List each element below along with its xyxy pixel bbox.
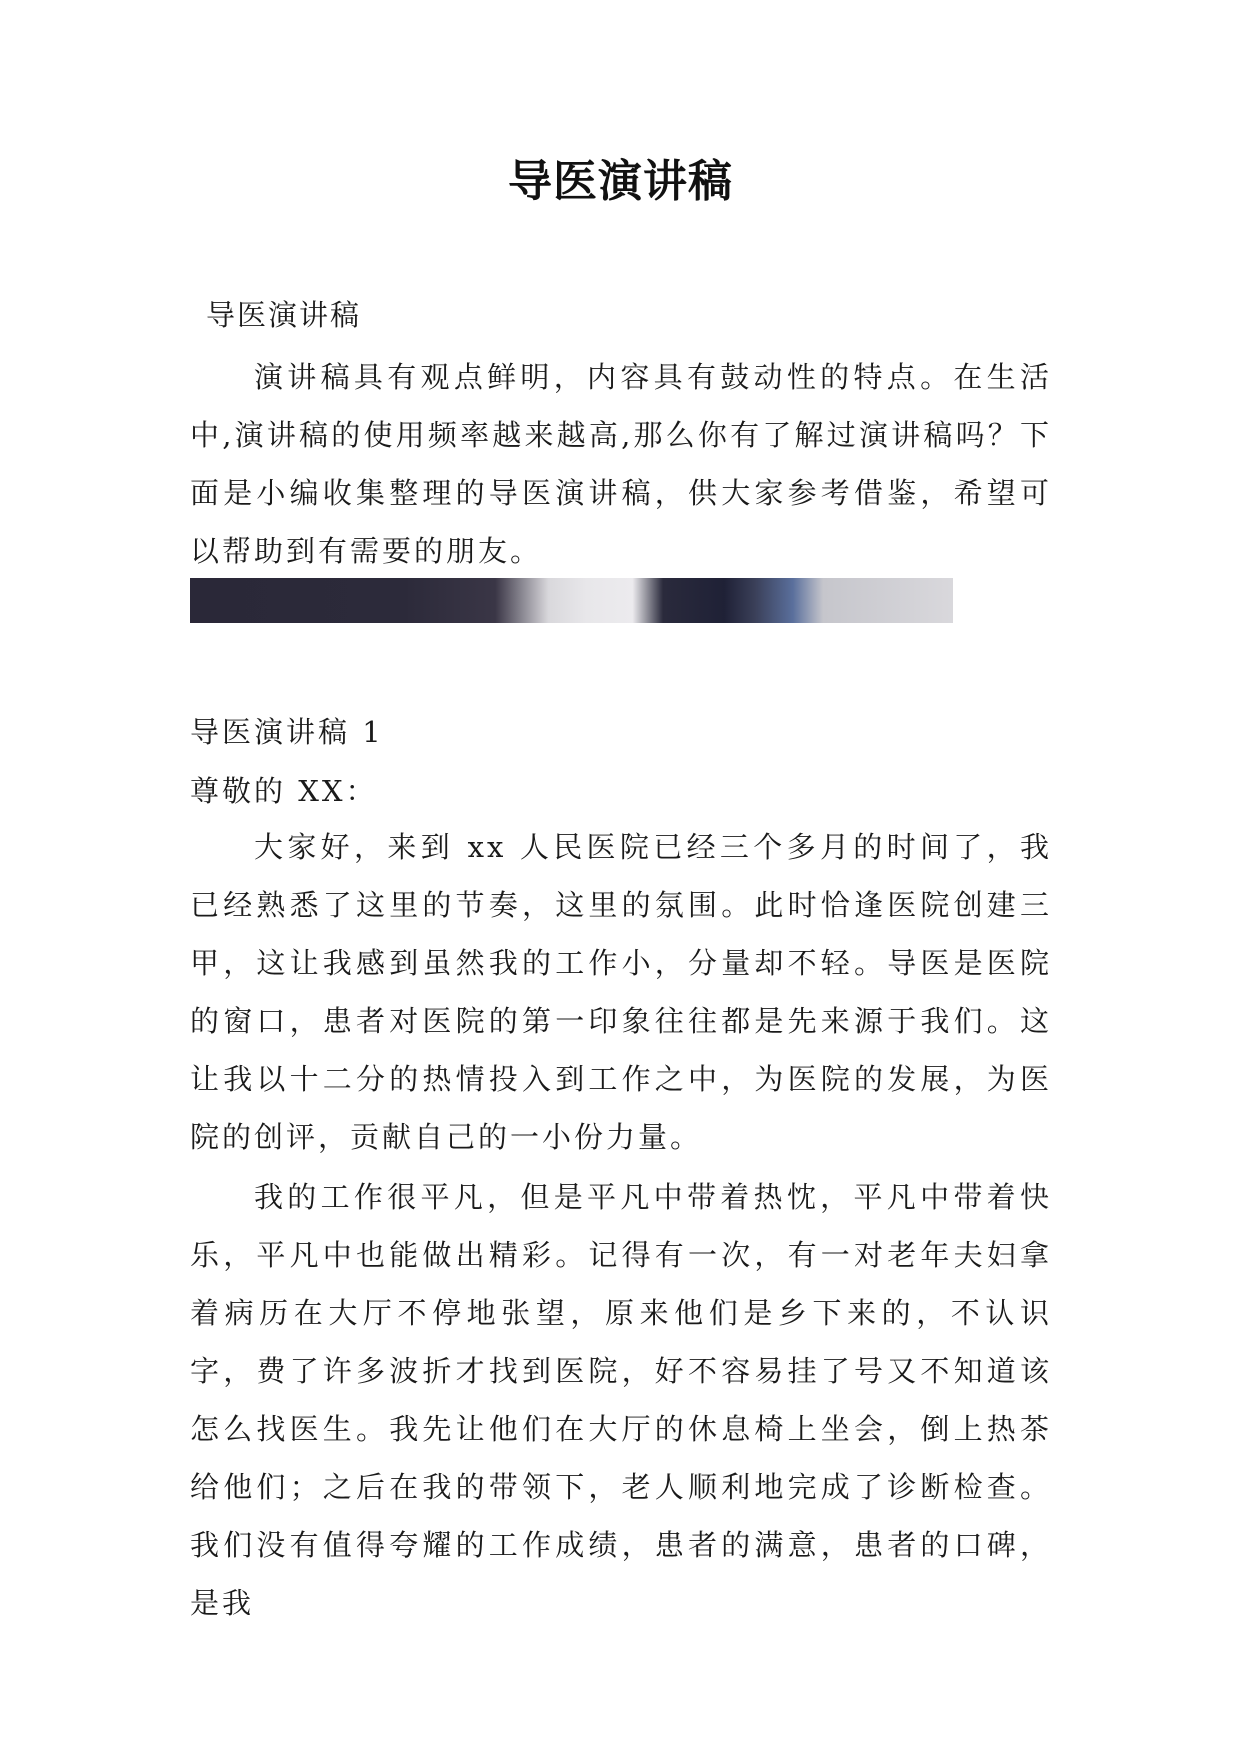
- body-paragraph: 我的工作很平凡，但是平凡中带着热忱，平凡中带着快乐，平凡中也能做出精彩。记得有一次，有一对老年夫妇拿着病历在大厅不停地张望，原来他们是乡下来的，不认识字，费了许多波折才找到医院，好不容易挂了号又不知道该怎么找医生。我先让他们在大厅的休息椅上坐会，倒上热茶给他们；之后在我的带领下，老人顺利地完成了诊断检查。我们没有值得夸耀的工作成绩，患者的满意，患者的口碑，是我: [190, 1180, 1052, 1620]
- body-paragraph: 大家好，来到 xx 人民医院已经三个多月的时间了，我已经熟悉了这里的节奏，这里的氛围。此时恰逢医院创建三甲，这让我感到虽然我的工作小，分量却不轻。导医是医院的窗口，患者对医院的第一印象往往都是先来源于我们。这让我以十二分的热情投入到工作之中，为医院的发展，为医院的创评，贡献自己的一小份力量。: [190, 830, 1052, 1154]
- body-paragraph-block-1: [190, 818, 1052, 1166]
- body-paragraph-block-2: [190, 1168, 1052, 1632]
- intro-block: [190, 348, 1052, 580]
- salutation: 尊敬的 XX：: [190, 774, 378, 808]
- intro-paragraph: 演讲稿具有观点鲜明，内容具有鼓动性的特点。在生活中,演讲稿的使用频率越来越高,那么你有了解过演讲稿吗？下面是小编收集整理的导医演讲稿，供大家参考借鉴，希望可以帮助到有需要的朋友。: [190, 360, 1052, 568]
- section-title: 导医演讲稿 1: [190, 715, 384, 749]
- document-title: 导医演讲稿: [508, 156, 733, 207]
- document-subtitle: 导医演讲稿: [206, 298, 362, 332]
- banner-image: [190, 578, 953, 623]
